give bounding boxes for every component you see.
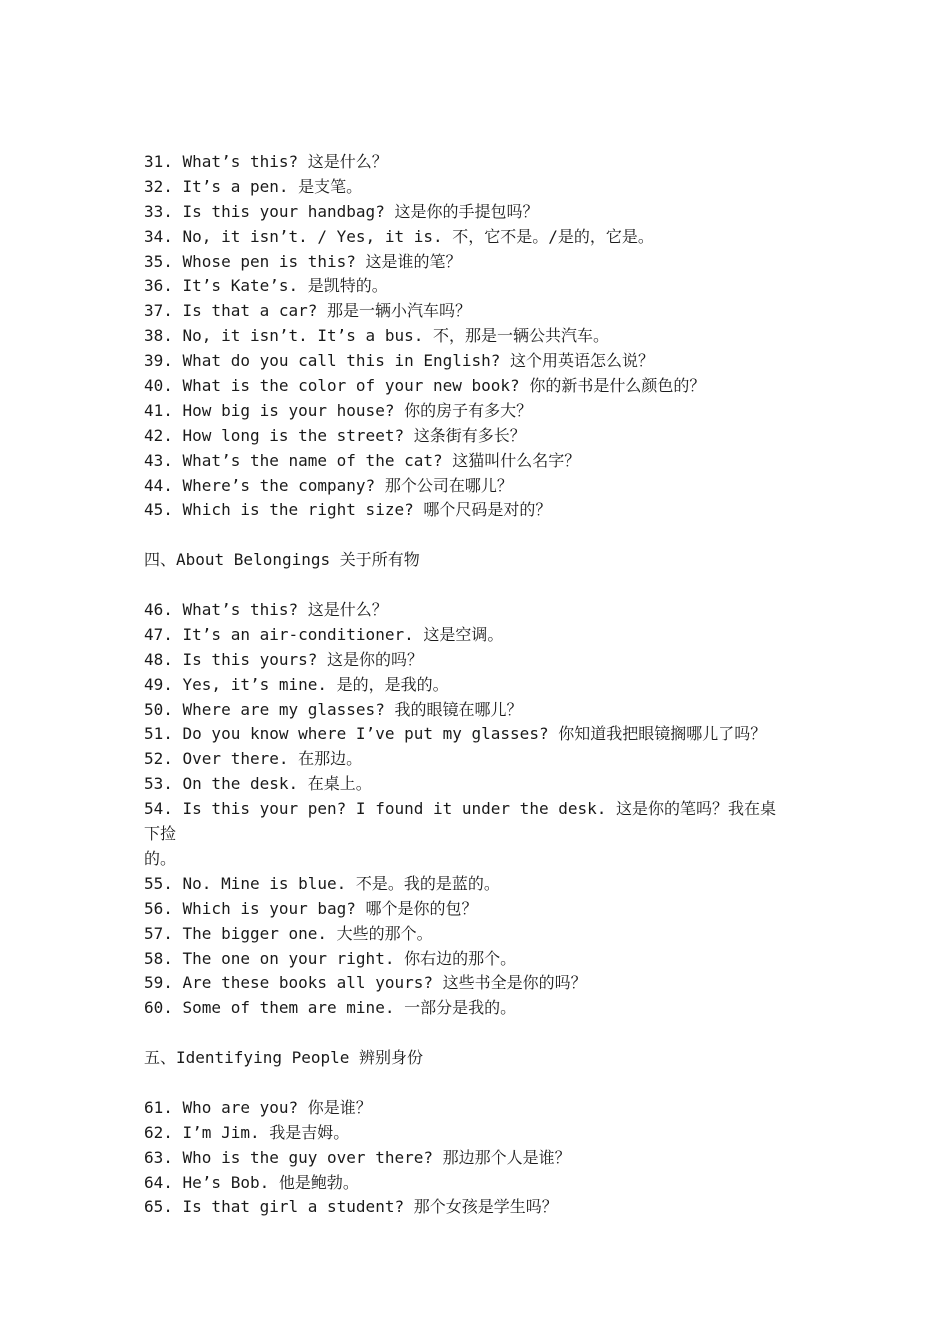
spacer bbox=[144, 523, 814, 548]
list-item: 47. It’s an air-conditioner. 这是空调。 bbox=[144, 624, 504, 644]
list-item: 56. Which is your bag? 哪个是你的包？ bbox=[144, 898, 478, 918]
list-item: 54. Is this your pen? I found it under the desk. 这是你的笔吗？我在桌 bbox=[144, 799, 777, 819]
list-item: 64. He’s Bob. 他是鲍勃。 bbox=[144, 1172, 359, 1192]
list-item: 61. Who are you? 你是谁？ bbox=[144, 1097, 372, 1117]
list-item: 51. Do you know where I’ve put my glasses? 你知道我把眼镜搁哪儿了吗？ bbox=[144, 724, 767, 744]
list-item: 58. The one on your right. 你右边的那个。 bbox=[144, 948, 517, 968]
list-item: 52. Over there. 在那边。 bbox=[144, 749, 363, 769]
list-item: 38. No, it isn’t. It’s a bus. 不，那是一辆公共汽车。 bbox=[144, 326, 609, 346]
list-item-continuation: 下捡 bbox=[144, 824, 177, 844]
document-content bbox=[144, 150, 814, 1220]
list-item-continuation: 的。 bbox=[144, 848, 177, 868]
spacer bbox=[144, 1071, 814, 1096]
list-item: 43. What’s the name of the cat? 这猫叫什么名字？ bbox=[144, 450, 581, 470]
list-item: 46. What’s this? 这是什么？ bbox=[144, 600, 388, 620]
list-item: 40. What is the color of your new book? 你的新书是什么颜色的？ bbox=[144, 376, 706, 396]
spacer bbox=[144, 573, 814, 598]
list-item: 55. No. Mine is blue. 不是。我的是蓝的。 bbox=[144, 873, 500, 893]
list-item: 59. Are these books all yours? 这些书全是你的吗？ bbox=[144, 973, 587, 993]
list-item: 42. How long is the street? 这条街有多长？ bbox=[144, 425, 526, 445]
section-about-belongings bbox=[144, 548, 814, 1021]
list-item: 33. Is this your handbag? 这是你的手提包吗？ bbox=[144, 201, 539, 221]
list-item: 35. Whose pen is this? 这是谁的笔？ bbox=[144, 251, 462, 271]
list-item: 39. What do you call this in English? 这个用英语怎么说？ bbox=[144, 351, 655, 371]
section-questions-continued bbox=[144, 150, 814, 523]
list-item: 41. How big is your house? 你的房子有多大？ bbox=[144, 400, 533, 420]
list-item: 62. I’m Jim. 我是吉姆。 bbox=[144, 1122, 350, 1142]
list-item: 63. Who is the guy over there? 那边那个人是谁？ bbox=[144, 1147, 571, 1167]
list-item: 36. It’s Kate’s. 是凯特的。 bbox=[144, 276, 388, 296]
spacer bbox=[144, 1021, 814, 1046]
section-heading: 四、About Belongings 关于所有物 bbox=[144, 550, 420, 570]
section-heading: 五、Identifying People 辨别身份 bbox=[144, 1048, 424, 1068]
list-item: 45. Which is the right size? 哪个尺码是对的？ bbox=[144, 500, 552, 520]
list-item: 53. On the desk. 在桌上。 bbox=[144, 774, 372, 794]
list-item: 57. The bigger one. 大些的那个。 bbox=[144, 923, 433, 943]
list-item: 34. No, it isn’t. / Yes, it is. 不，它不是。/是的，它是。 bbox=[144, 226, 654, 246]
list-item: 65. Is that girl a student? 那个女孩是学生吗？ bbox=[144, 1197, 558, 1217]
section-identifying-people bbox=[144, 1046, 814, 1220]
list-item: 49. Yes, it’s mine. 是的，是我的。 bbox=[144, 674, 449, 694]
list-item: 60. Some of them are mine. 一部分是我的。 bbox=[144, 998, 517, 1018]
list-item: 32. It’s a pen. 是支笔。 bbox=[144, 176, 363, 196]
list-item: 50. Where are my glasses? 我的眼镜在哪儿？ bbox=[144, 699, 523, 719]
list-item: 37. Is that a car? 那是一辆小汽车吗？ bbox=[144, 301, 472, 321]
list-item: 31. What’s this? 这是什么？ bbox=[144, 152, 388, 171]
list-item: 44. Where’s the company? 那个公司在哪儿？ bbox=[144, 475, 513, 495]
list-item: 48. Is this yours? 这是你的吗？ bbox=[144, 649, 424, 669]
